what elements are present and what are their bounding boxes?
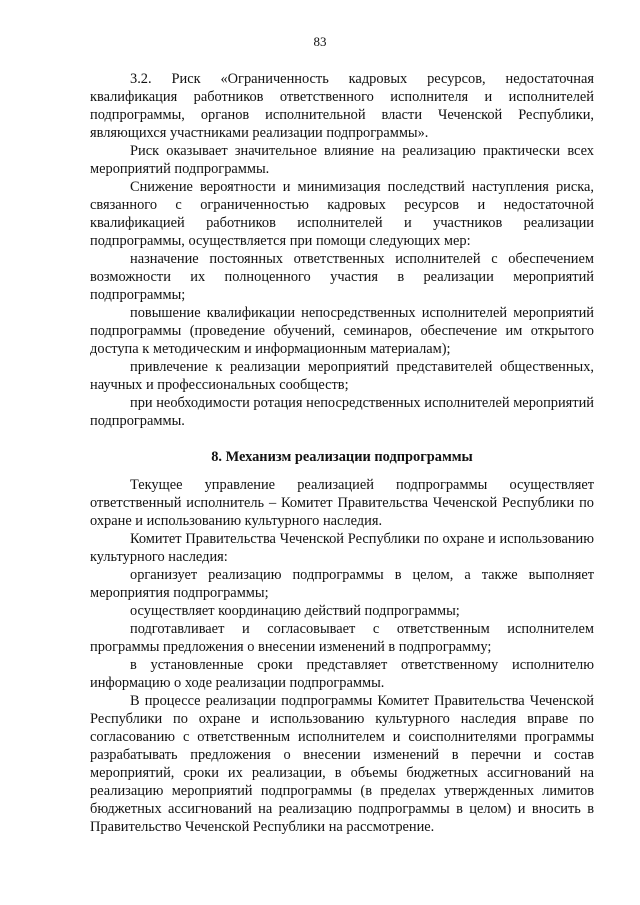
duty-item: в установленные сроки представляет ответственному исполнителю информацию о ходе реализации подпрограммы. <box>90 657 594 691</box>
management-paragraph: Текущее управление реализацией подпрограммы осуществляет ответственный исполнитель – Комитет Правительства Чеченской Республики по охране и использованию культурного наследия. <box>90 477 594 529</box>
duty-item: осуществляет координацию действий подпрограммы; <box>130 603 460 619</box>
risk-section <box>90 70 594 430</box>
duty-item: подготавливает и согласовывает с ответственным исполнителем программы предложения о внесении изменений в подпрограмму; <box>90 621 594 655</box>
risk-mitigation-paragraph: Снижение вероятности и минимизация последствий наступления риска, связанного с ограниченностью кадровых ресурсов и недостаточной квалификацией работников исполнителей и участников реализации подпрограммы, осуществляется при помощи следующих мер: <box>90 179 594 249</box>
measure-item: назначение постоянных ответственных исполнителей с обеспечением возможности их полноценного участия в реализации мероприятий подпрограммы; <box>90 251 594 303</box>
measure-item: повышение квалификации непосредственных исполнителей мероприятий подпрограммы (проведение обучений, семинаров, обеспечение им открытого доступа к методическим и информационным материалам); <box>90 305 594 357</box>
page-number: 83 <box>313 34 327 49</box>
committee-paragraph: Комитет Правительства Чеченской Республики по охране и использованию культурного наследия: <box>90 531 594 565</box>
page-content <box>90 70 594 836</box>
risk-title-paragraph: 3.2. Риск «Ограниченность кадровых ресурсов, недостаточная квалификация работников ответственного исполнителя и исполнителей подпрограммы, органов исполнительной власти Чеченской Республики, являющихся участниками реализации подпрограммы». <box>90 71 594 141</box>
measure-item: при необходимости ротация непосредственных исполнителей мероприятий подпрограммы. <box>90 395 594 429</box>
mechanism-section <box>90 476 594 836</box>
section-heading: 8. Механизм реализации подпрограммы <box>211 449 473 465</box>
duty-item: организует реализацию подпрограммы в целом, а также выполняет мероприятия подпрограммы; <box>90 567 594 601</box>
measure-item: привлечение к реализации мероприятий представителей общественных, научных и профессиональных сообществ; <box>90 359 594 393</box>
risk-impact-paragraph: Риск оказывает значительное влияние на реализацию практически всех мероприятий подпрограммы. <box>90 143 594 177</box>
process-paragraph: В процессе реализации подпрограммы Комитет Правительства Чеченской Республики по охране и использованию культурного наследия вправе по согласованию с ответственным исполнителем и соисполнителями программы разрабатывать предложения о внесении изменений в перечни и состав мероприятий, сроки их реализации, в объемы бюджетных ассигнований на реализацию мероприятий подпрограммы (в пределах утвержденных лимитов бюджетных ассигнований на реализацию подпрограммы в целом) и вносить в Правительство Чеченской Республики на рассмотрение. <box>90 693 594 835</box>
